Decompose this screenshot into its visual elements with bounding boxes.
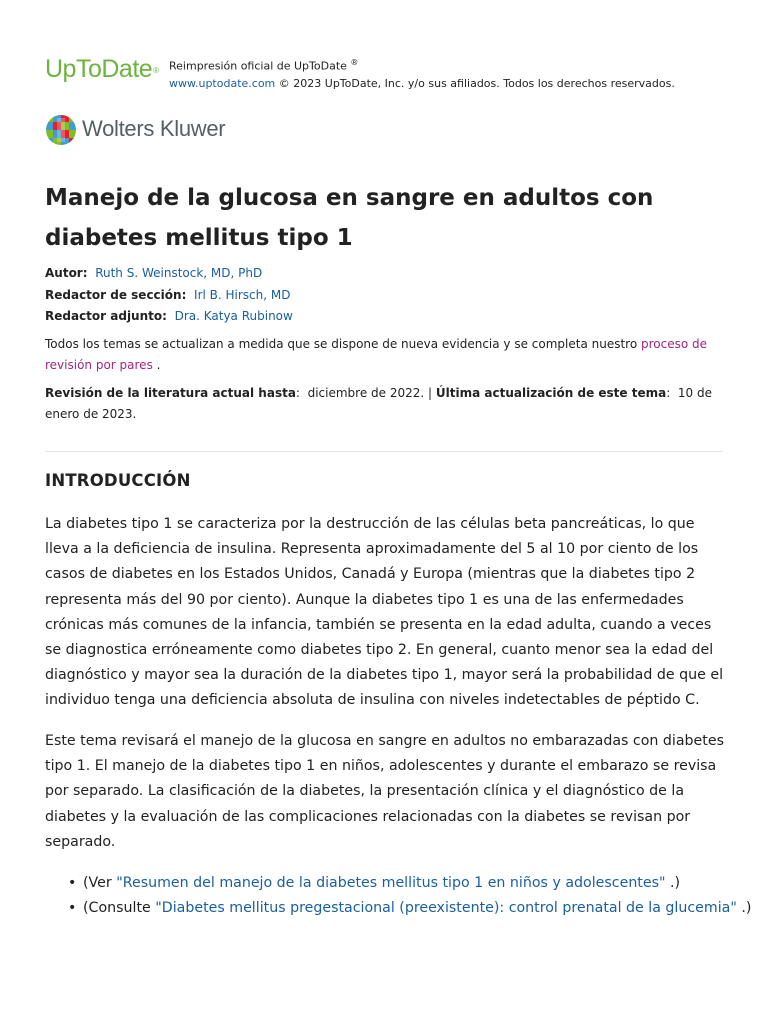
credit-colon: :: [82, 266, 88, 280]
author-link[interactable]: Ruth S. Weinstock, MD, PhD: [95, 266, 263, 280]
list-item: [68, 871, 763, 896]
reprint-header: [45, 52, 745, 92]
deputy-editor-link[interactable]: Dra. Katya Rubinow: [174, 309, 293, 323]
bullet: •: [68, 900, 77, 917]
uptodate-logo-registered: ®: [153, 66, 159, 75]
credit-colon: :: [181, 287, 187, 302]
ref-suffix: .): [741, 900, 752, 917]
section-editor-link[interactable]: Irl B. Hirsch, MD: [194, 287, 291, 302]
uptodate-site-link[interactable]: www.uptodate.com: [169, 76, 276, 90]
reprint-registered: ®: [350, 58, 359, 67]
intro-paragraph-1: La diabetes tipo 1 se caracteriza por la destrucción de las células beta pancreáticas, lo que lleva a la deficiencia de insulina. Representa aproximadamente del 5 al 10 por ciento de los casos de diabetes en los Estados Unidos, Canadá y Europa (mientras que la diabetes tipo 2 representa más del 90 por ciento). Aunque la diabetes tipo 1 es una de las enfermedades crónicas más comunes de la infancia, también se presenta en la edad adulta, cuando a veces se diagnostica erróneamente como diabetes tipo 2. En general, cuanto menor sea la edad del diagnóstico y mayor sea la duración de la diabetes tipo 1, mayor será la probabilidad de que el individuo tenga una deficiencia absoluta de insulina con niveles indetectables de péptido C.: [45, 516, 724, 709]
reprint-notice: [169, 54, 675, 92]
ref-prefix: (Ver: [83, 875, 112, 891]
update-note: [45, 334, 725, 376]
intro-paragraph-2: Este tema revisará el manejo de la glucosa en sangre en adultos no embarazadas con diabetes tipo 1. El manejo de la diabetes tipo 1 en niños, adolescentes y durante el embarazo se revisa por separado. La clasificación de la diabetes, la presentación clínica y el diagnóstico de la diabetes y la evaluación de las complicaciones relacionadas con la diabetes se revisan por separado.: [45, 733, 724, 850]
list-item: [68, 896, 763, 921]
review-value: diciembre de 2022.: [307, 386, 425, 400]
wolters-kluwer-mosaic-icon: [45, 114, 77, 146]
credit-label: Autor: [45, 266, 83, 280]
credit-label: Redactor de sección: [45, 287, 182, 302]
credit-deputy-editor: [45, 306, 725, 328]
update-note-text: Todos los temas se actualizan a medida que se dispone de nueva evidencia y se completa nuestro: [45, 337, 638, 351]
related-topics-list: [45, 871, 763, 921]
peer-review-link[interactable]: proceso de revisión por pares: [45, 337, 708, 372]
ref-link-children-adolescents[interactable]: "Resumen del manejo de la diabetes mellitus tipo 1 en niños y adolescentes": [116, 875, 666, 891]
article-credits: [45, 263, 725, 328]
review-separator: |: [428, 386, 433, 400]
article-title: Manejo de la glucosa en sangre en adultos con diabetes mellitus tipo 1: [45, 185, 654, 251]
ref-prefix: (Consulte: [83, 900, 151, 917]
review-dates: Revisión de la literatura actual hasta: diciembre de 2022. | Última actualización de este tema: 10 de enero de 2023.: [45, 386, 712, 421]
uptodate-logo: [45, 54, 159, 84]
bullet: •: [68, 875, 77, 891]
section-divider: [45, 451, 723, 452]
credit-colon: :: [162, 309, 167, 323]
uptodate-logo-text: UpToDate: [45, 55, 153, 83]
updated-value: 10 de enero de 2023.: [45, 386, 712, 421]
copyright-text: © 2023 UpToDate, Inc. y/o sus afiliados. Todos los derechos reservados.: [278, 76, 675, 90]
credit-author: [45, 263, 725, 285]
credit-section-editor: [45, 285, 725, 307]
updated-label: Última actualización de este tema: [435, 386, 667, 400]
ref-link-pregestational[interactable]: "Diabetes mellitus pregestacional (preexistente): control prenatal de la glucemia": [155, 900, 737, 917]
wolters-kluwer-name: Wolters Kluwer: [82, 116, 226, 141]
credit-label: Redactor adjunto: [45, 309, 163, 323]
review-label: Revisión de la literatura actual hasta: [45, 386, 296, 400]
ref-suffix: .): [670, 875, 681, 891]
section-heading-intro: INTRODUCCIÓN: [45, 471, 191, 490]
wolters-kluwer-logo: [45, 113, 245, 147]
reprint-line: Reimpresión oficial de UpToDate: [169, 59, 347, 73]
update-note-end: .: [156, 358, 161, 372]
